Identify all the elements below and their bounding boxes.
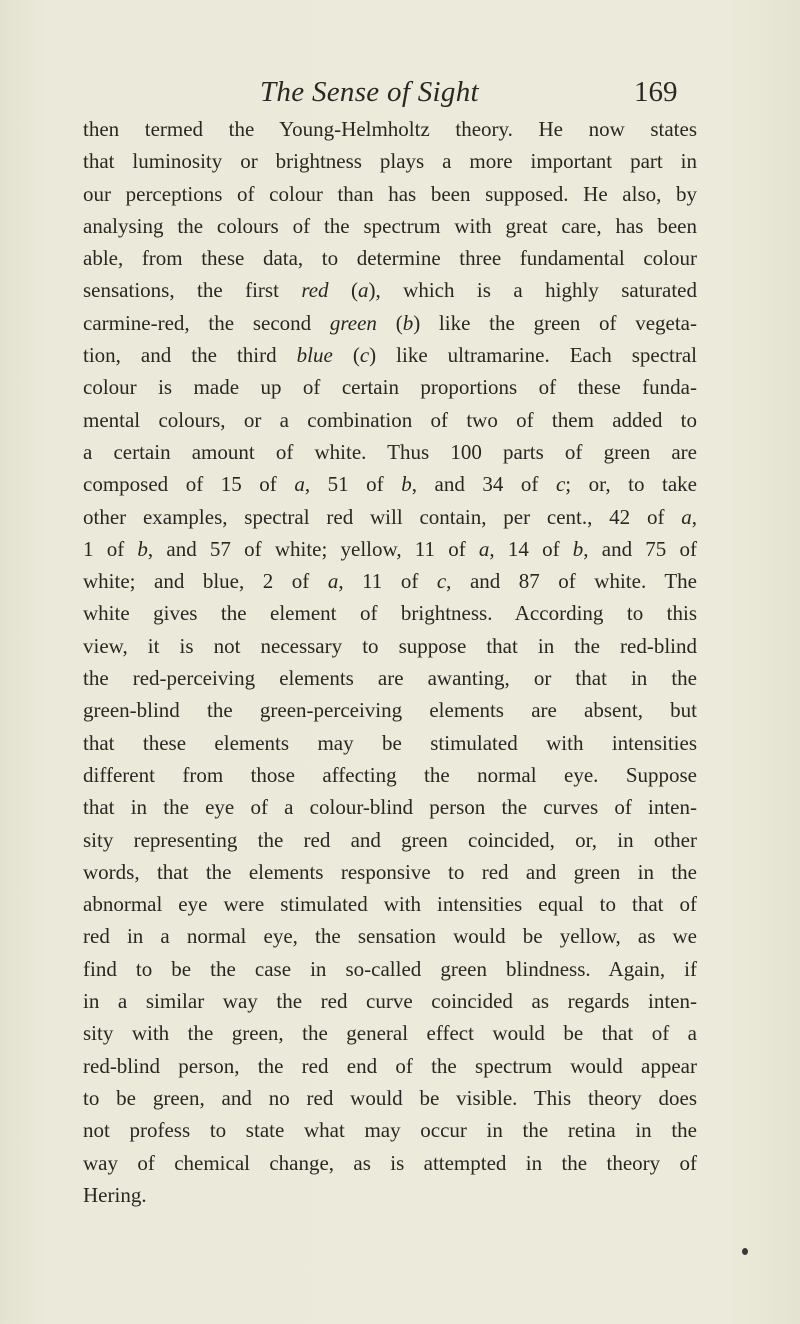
text-line: carmine-red, the second green (b) like the green of vegeta-: [83, 310, 697, 335]
text-line: that luminosity or brightness plays a more important part in: [83, 149, 697, 174]
text-line: red-blind person, the red end of the spectrum would appear: [83, 1053, 697, 1078]
text-line: green-blind the green-perceiving elements are absent, but: [83, 698, 697, 723]
text-line: composed of 15 of a, 51 of b, and 34 of c; or, to take: [83, 472, 697, 497]
text-line: that in the eye of a colour-blind person the curves of inten-: [83, 795, 697, 820]
text-line: white; and blue, 2 of a, 11 of c, and 87 of white. The: [83, 569, 698, 594]
text-line: that these elements may be stimulated with intensities: [83, 730, 697, 755]
text-line: abnormal eye were stimulated with intensities equal to that of: [83, 892, 697, 917]
text-line: sensations, the first red (a), which is a highly saturated: [83, 278, 697, 303]
text-line: red in a normal eye, the sensation would be yellow, as we: [83, 924, 697, 949]
ink-speck: [742, 1248, 748, 1255]
text-line: sity with the green, the general effect would be that of a: [83, 1021, 697, 1046]
body-paragraph: [83, 113, 697, 1211]
text-line: not profess to state what may occur in the retina in the: [83, 1118, 697, 1143]
text-line: tion, and the third blue (c) like ultramarine. Each spectral: [83, 343, 698, 368]
text-line: white gives the element of brightness. According to this: [83, 601, 697, 626]
text-line: to be green, and no red would be visible. This theory does: [83, 1085, 697, 1110]
text-line: different from those affecting the normal eye. Suppose: [83, 762, 697, 787]
text-line: analysing the colours of the spectrum with great care, has been: [83, 213, 697, 238]
text-line: a certain amount of white. Thus 100 parts of green are: [83, 439, 697, 464]
text-line: colour is made up of certain proportions of these funda-: [83, 375, 697, 400]
page-number: 169: [634, 76, 678, 108]
text-line: way of chemical change, as is attempted in the theory of: [83, 1150, 697, 1175]
text-line: Hering.: [83, 1182, 147, 1207]
text-line: our perceptions of colour than has been supposed. He also, by: [83, 181, 697, 206]
text-line: view, it is not necessary to suppose that in the red-blind: [83, 633, 697, 658]
text-line: then termed the Young-Helmholtz theory. He now states: [83, 117, 697, 141]
text-line: other examples, spectral red will contain, per cent., 42 of a,: [83, 504, 697, 529]
running-head: [0, 76, 800, 116]
text-line: find to be the case in so-called green blindness. Again, if: [83, 956, 697, 981]
text-line: sity representing the red and green coincided, or, in other: [83, 827, 697, 852]
text-line: words, that the elements responsive to red and green in the: [83, 859, 697, 884]
text-line: able, from these data, to determine three fundamental colour: [83, 246, 697, 271]
text-line: mental colours, or a combination of two of them added to: [83, 407, 697, 432]
text-line: 1 of b, and 57 of white; yellow, 11 of a, 14 of b, and 75 of: [83, 536, 697, 561]
text-line: the red-perceiving elements are awanting, or that in the: [83, 666, 697, 691]
text-line: in a similar way the red curve coincided as regards inten-: [83, 989, 697, 1014]
running-title: The Sense of Sight: [260, 76, 479, 108]
